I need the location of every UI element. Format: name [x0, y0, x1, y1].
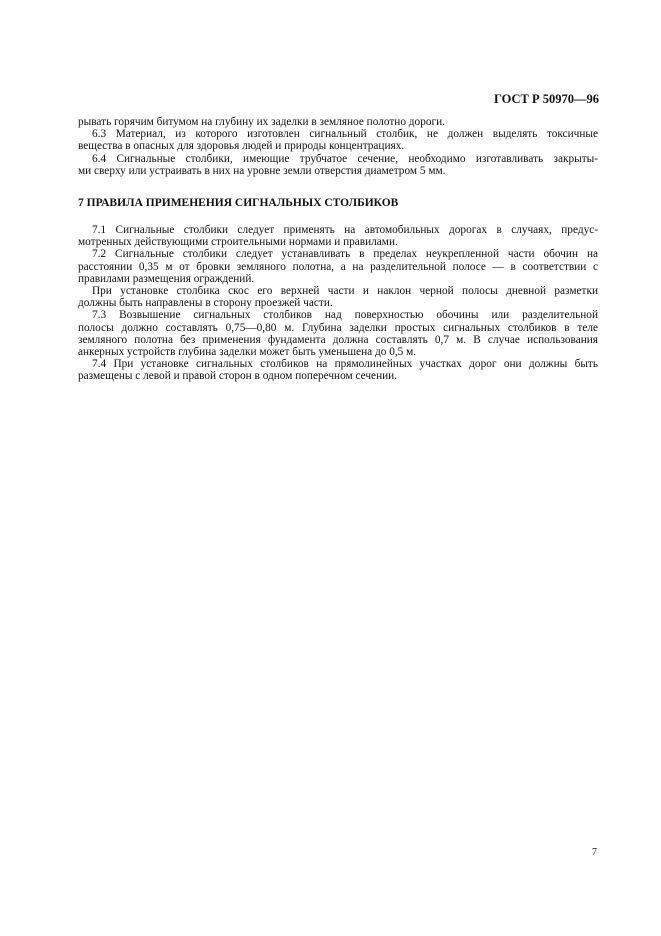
text-line: полосы должно составлять 0,75—0,80 м. Глубина заделки простых сигнальных столбиков в теле — [78, 321, 598, 334]
text-line: анкерных устройств глубина заделки может быть уменьшена до 0,5 м. — [78, 345, 417, 358]
text-line: должны быть направлены в сторону проезжей части. — [78, 297, 333, 310]
text-line: 7.1 Сигнальные столбики следует применять на автомобильных дорогах в случаях, предус- — [92, 224, 598, 236]
text-line: При установке столбика скос его верхней части и наклон черной полосы дневной разметки — [92, 284, 598, 297]
text-line: 7.2 Сигнальные столбики следует устанавливать в пределах неукрепленной части обочин на — [92, 248, 598, 261]
text-line: правилами размещения ограждений. — [78, 272, 255, 285]
text-line: ми сверху или устраивать в них на уровне земли отверстия диаметром 5 мм. — [78, 164, 446, 177]
page-number: 7 — [592, 847, 597, 858]
text-line: мотренных действующими строительными нормами и правилами. — [78, 236, 398, 249]
text-line: рывать горячим битумом на глубину их заделки в земляное полотно дороги. — [78, 116, 446, 128]
text-line: 6.3 Материал, из которого изготовлен сигнальный столбик, не должен выделять токсичные — [92, 128, 598, 141]
document-header: ГОСТ Р 50970—96 — [493, 92, 599, 106]
section-title: 7 ПРАВИЛА ПРИМЕНЕНИЯ СИГНАЛЬНЫХ СТОЛБИКОВ — [78, 197, 399, 209]
text-line: 7.4 При установке сигнальных столбиков на прямолинейных участках дорог они должны быть — [92, 358, 598, 371]
text-line: размещены с левой и правой сторон в одном поперечном сечении. — [78, 370, 398, 383]
section-6-text — [78, 116, 598, 177]
text-line: вещества в опасных для здоровья людей и природы концентрациях. — [78, 140, 405, 153]
text-line: расстоянии 0,35 м от бровки земляного полотна, а на разделительной полосе — в соответствии с — [78, 260, 598, 273]
text-line: земляного полотна без применения фундамента должна составлять 0,7 м. В случае использования — [78, 333, 598, 346]
text-line: 7.3 Возвышение сигнальных столбиков над поверхностью обочины или разделительной — [92, 309, 598, 322]
text-line: 6.4 Сигнальные столбики, имеющие трубчатое сечение, необходимо изготавливать закрыты- — [92, 152, 598, 165]
section-7-text — [78, 224, 598, 382]
